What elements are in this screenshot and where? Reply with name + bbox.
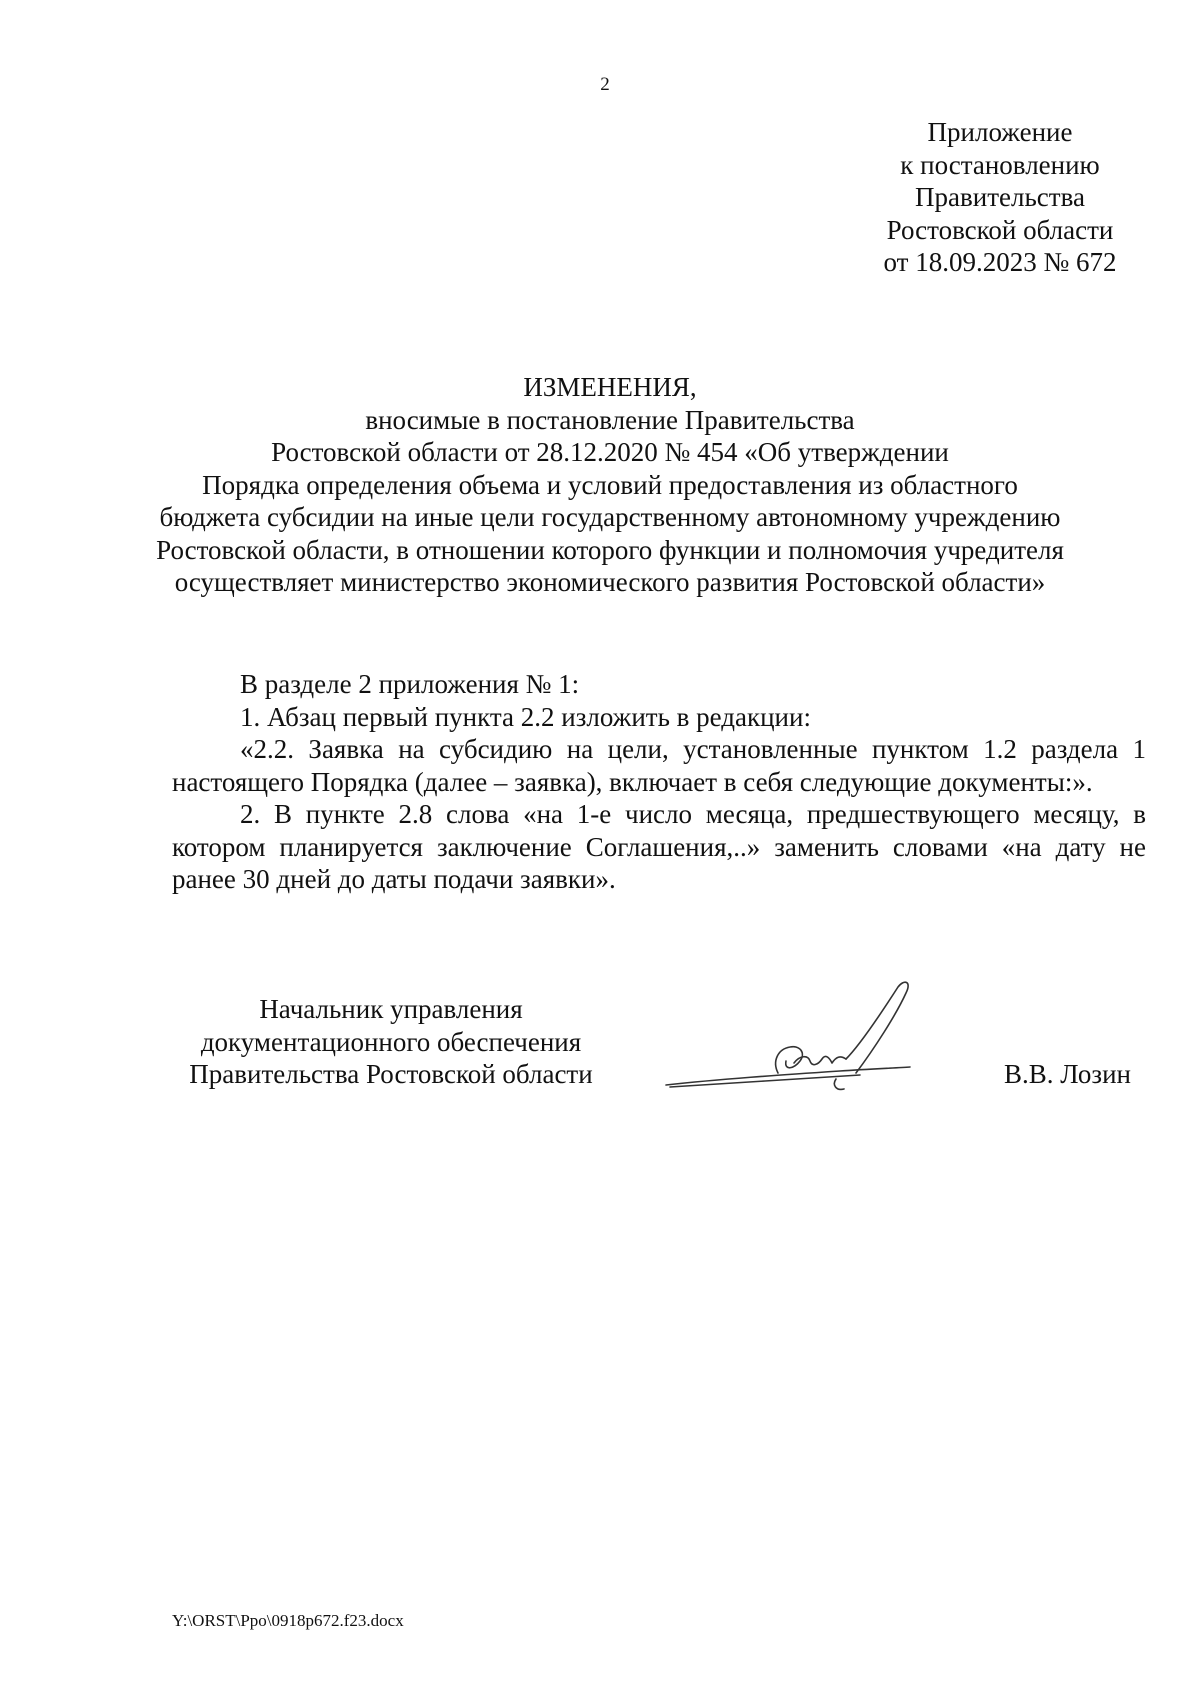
title-line-5: Ростовской области, в отношении которого функции и полномочия учредителя (156, 534, 1064, 565)
page-number: 2 (600, 74, 610, 95)
document-body (172, 668, 1146, 896)
appendix-line-1: Приложение (927, 117, 1073, 147)
body-paragraph-4: 2. В пункте 2.8 слова «на 1-е число месяца, предшествующего месяцу, в котором планируется заключение Соглашения,..» заменить словами «на дату не ранее 30 дней до даты подачи заявки». (172, 799, 1146, 894)
appendix-line-4: Ростовской области (886, 214, 1114, 245)
position-line-3: Правительства Ростовской области (189, 1059, 593, 1089)
body-paragraph-2: 1. Абзац первый пункта 2.2 изложить в редакции: (240, 701, 811, 732)
position-line-2: документационного обеспечения (200, 1026, 582, 1057)
body-paragraph-1: В разделе 2 приложения № 1: (240, 669, 580, 699)
body-paragraph-3: «2.2. Заявка на субсидию на цели, установленные пунктом 1.2 раздела 1 настоящего Порядка (далее – заявка), включает в себя следующие документы:». (172, 734, 1146, 797)
appendix-header (840, 116, 1160, 279)
file-path-footer: Y:\ORST\Ppo\0918p672.f23.docx (172, 1611, 404, 1630)
position-line-1: Начальник управления (259, 994, 523, 1024)
signatory-position (166, 993, 616, 1091)
signatory-name: В.В. Лозин (1004, 1059, 1131, 1089)
title-line-3: Порядка определения объема и условий предоставления из областного (202, 469, 1018, 500)
appendix-line-5: от 18.09.2023 № 672 (883, 247, 1117, 277)
document-title (140, 371, 1080, 599)
title-line-4: бюджета субсидии на иные цели государственному автономному учреждению (159, 502, 1061, 532)
title-line-1: вносимые в постановление Правительства (365, 404, 855, 435)
title-heading: ИЗМЕНЕНИЯ, (523, 372, 697, 402)
title-line-6: осуществляет министерство экономического развития Ростовской области» (174, 567, 1046, 597)
handwritten-signature (660, 975, 950, 1105)
appendix-line-3: Правительства (915, 182, 1085, 212)
appendix-line-2: к постановлению (900, 149, 1100, 180)
title-line-2: Ростовской области от 28.12.2020 № 454 «Об утверждении (271, 437, 949, 467)
